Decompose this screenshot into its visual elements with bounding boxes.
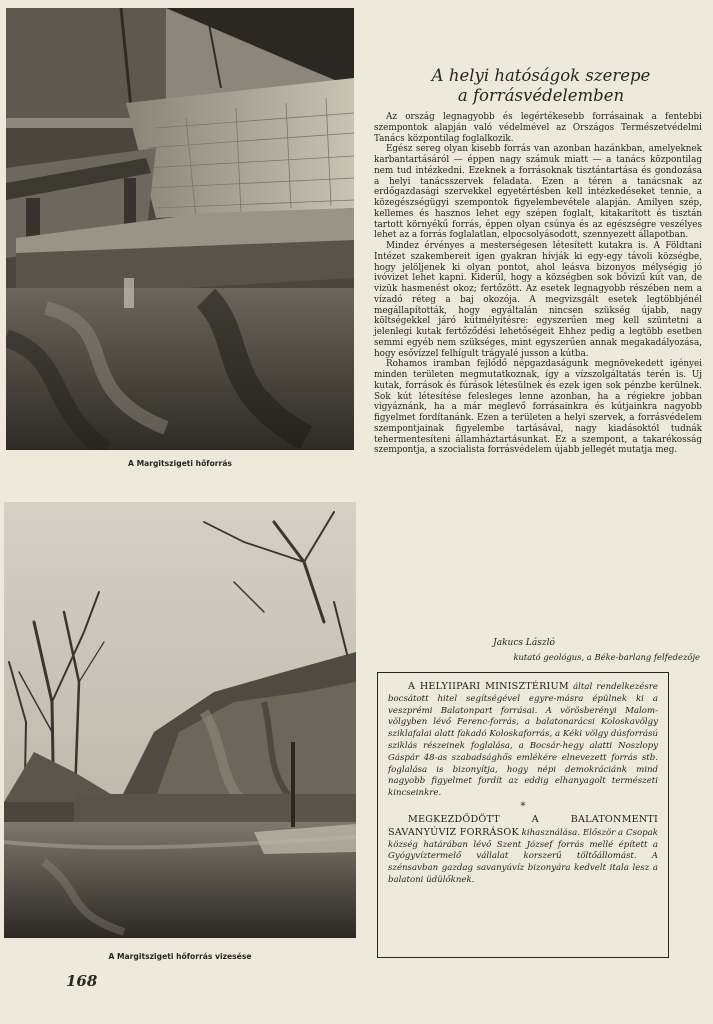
article-title — [378, 66, 704, 106]
photo-thermal-spring-waterfall — [4, 502, 356, 938]
news-item-text: által rendelkezésre bocsátott hitel segítségével egyre-másra épülnek ki a veszprémi Balatonpart forrásai. A vörösberényi Malom-völgyben lévő Ferenc-forrás, a balatonarácsi Koloskavölgy sziklafalai alatt fakadó Koloskaforrás, a Kéki völgy dúsforrású sziklás részeinek foglalása, a Bocsár-hegy alatti Noszlopy Gáspár 48-as szabadsághős emlékére elnevezett forrás stb. foglalása is bizonyítja, hogy népi demokráciánk mind nagyobb figyelmet fordít az eddig elhanyagolt természeti kincseinkre. — [388, 682, 658, 799]
author-title: kutató geológus, a Béke-barlang felfedezője — [513, 652, 700, 662]
news-box — [377, 672, 669, 958]
photo-thermal-spring-waterfall-image — [4, 502, 356, 938]
photo-caption: A Margitszigeti hőforrás vizesése — [108, 952, 252, 961]
photo-thermal-spring — [6, 8, 354, 450]
separator-star: * — [520, 800, 526, 812]
page-number: 168 — [66, 972, 98, 990]
news-item-text: kihasználása. Először a Csopak község határában lévő Szent József forrás mellé épített a Gyógyvíztermelő vállalat korszerű töltőállomást. A szénsavban gazdag savanyúvíz bizonyára kedvelt itala lesz a balatoni üdülőknek. — [388, 827, 658, 885]
photo-caption: A Margitszigeti hőforrás — [128, 459, 232, 468]
article-paragraph: Mindez érvényes a mesterségesen létesített kutakra is. A Földtani Intézet szakembereit igen gyakran hívják ki egy-egy távoli községbe, hogy jelöljenek ki olyan pontot, ahol leásva bizonyos mélységig jó ivóvizet lehet kapni. Kiderül, hogy a községben sok bővizű kút van, de vizük hasmenést okoz; fertőzött. Az esetek legnagyobb részében nem a vízadó réteg a baj okozója. A megvizsgált esetek legtöbbjénél megállapították, hogy egyáltalán nincsen szükség újabb, nagy költségekkel járó kútmélyítésre: egyszerűen meg kell szüntetni a jelenlegi kutak fertőződési lehetőségeit Ehhez pedig a legtöbb esetben semmi egyéb nem szükséges, mint egyszerűen annak megakadályozása, hogy esővízzel felhígult trágyalé jusson a kútba. — [374, 241, 702, 359]
news-item — [388, 814, 658, 887]
article-paragraph: Rohamos iramban fejlődő népgazdaságunk megnövekedett igényei minden területen megmutatkoznak, így a vízszolgáltatás terén is. Uj kutak, források és fúrások létesülnek és ezek igen sok pénzbe kerülnek. Sok kút létesítése felesleges lenne azonban, ha a régiekre jobban vigyáznánk, ha a már meglevő forrásainkra és kútjainkra nagyobb figyelmet fordítanánk. Ezen a területen a helyi szervek, a forrásvédelem szempontjainak figyelembe tartásával, nagy kiadásoktól tudnák tehermentesíteni államháztartásunkat. Ez a szempont, a takarékosság szempontja, a szocialista forrásvédelem újabb jellegét mutatja meg. — [374, 359, 702, 456]
article-title-line: a forrásvédelemben — [457, 86, 625, 105]
photo-thermal-spring-image — [6, 8, 354, 450]
article-body — [374, 112, 702, 456]
article-paragraph: Az ország legnagyobb és legértékesebb forrásainak a fentebbi szempontok alapján való védelmével az Országos Természetvédelmi Tanács központilag foglalkozik. — [374, 112, 702, 144]
article-paragraph: Egész sereg olyan kisebb forrás van azonban hazánkban, amelyeknek karbantartásáról — éppen nagy számuk miatt — a tanács központilag nem tud intézkedni. Ezeknek a forrásoknak tisztántartása és gondozása a helyi tanácsszervek feladata. Ezen a téren a tanácsnak az erdőgazdasági szervekkel egyetértésben kell intézkedéseket tennie, a közegészségügyi szempontok figyelembevétele alapján. Amilyen szép, kellemes és hasznos lehet egy szépen foglalt, kitakarított és tisztán tartott környékű forrás, éppen olyan csúnya és az egészségre veszélyes lehet az a forrás foglalatlan, elpocsolyásodott, szennyezett állapotban. — [374, 144, 702, 241]
news-item-lead: A HELYIIPARI MINISZTÉRIUM — [408, 681, 569, 692]
author-name: Jakucs László — [493, 638, 555, 648]
article-title-line: A helyi hatóságok szerepe — [431, 66, 651, 85]
news-item-lead: MEGKEZDŐDÖTT A BALATONMENTI SAVANYÚVIZ FORRÁSOK — [388, 813, 658, 838]
news-item — [388, 681, 658, 800]
